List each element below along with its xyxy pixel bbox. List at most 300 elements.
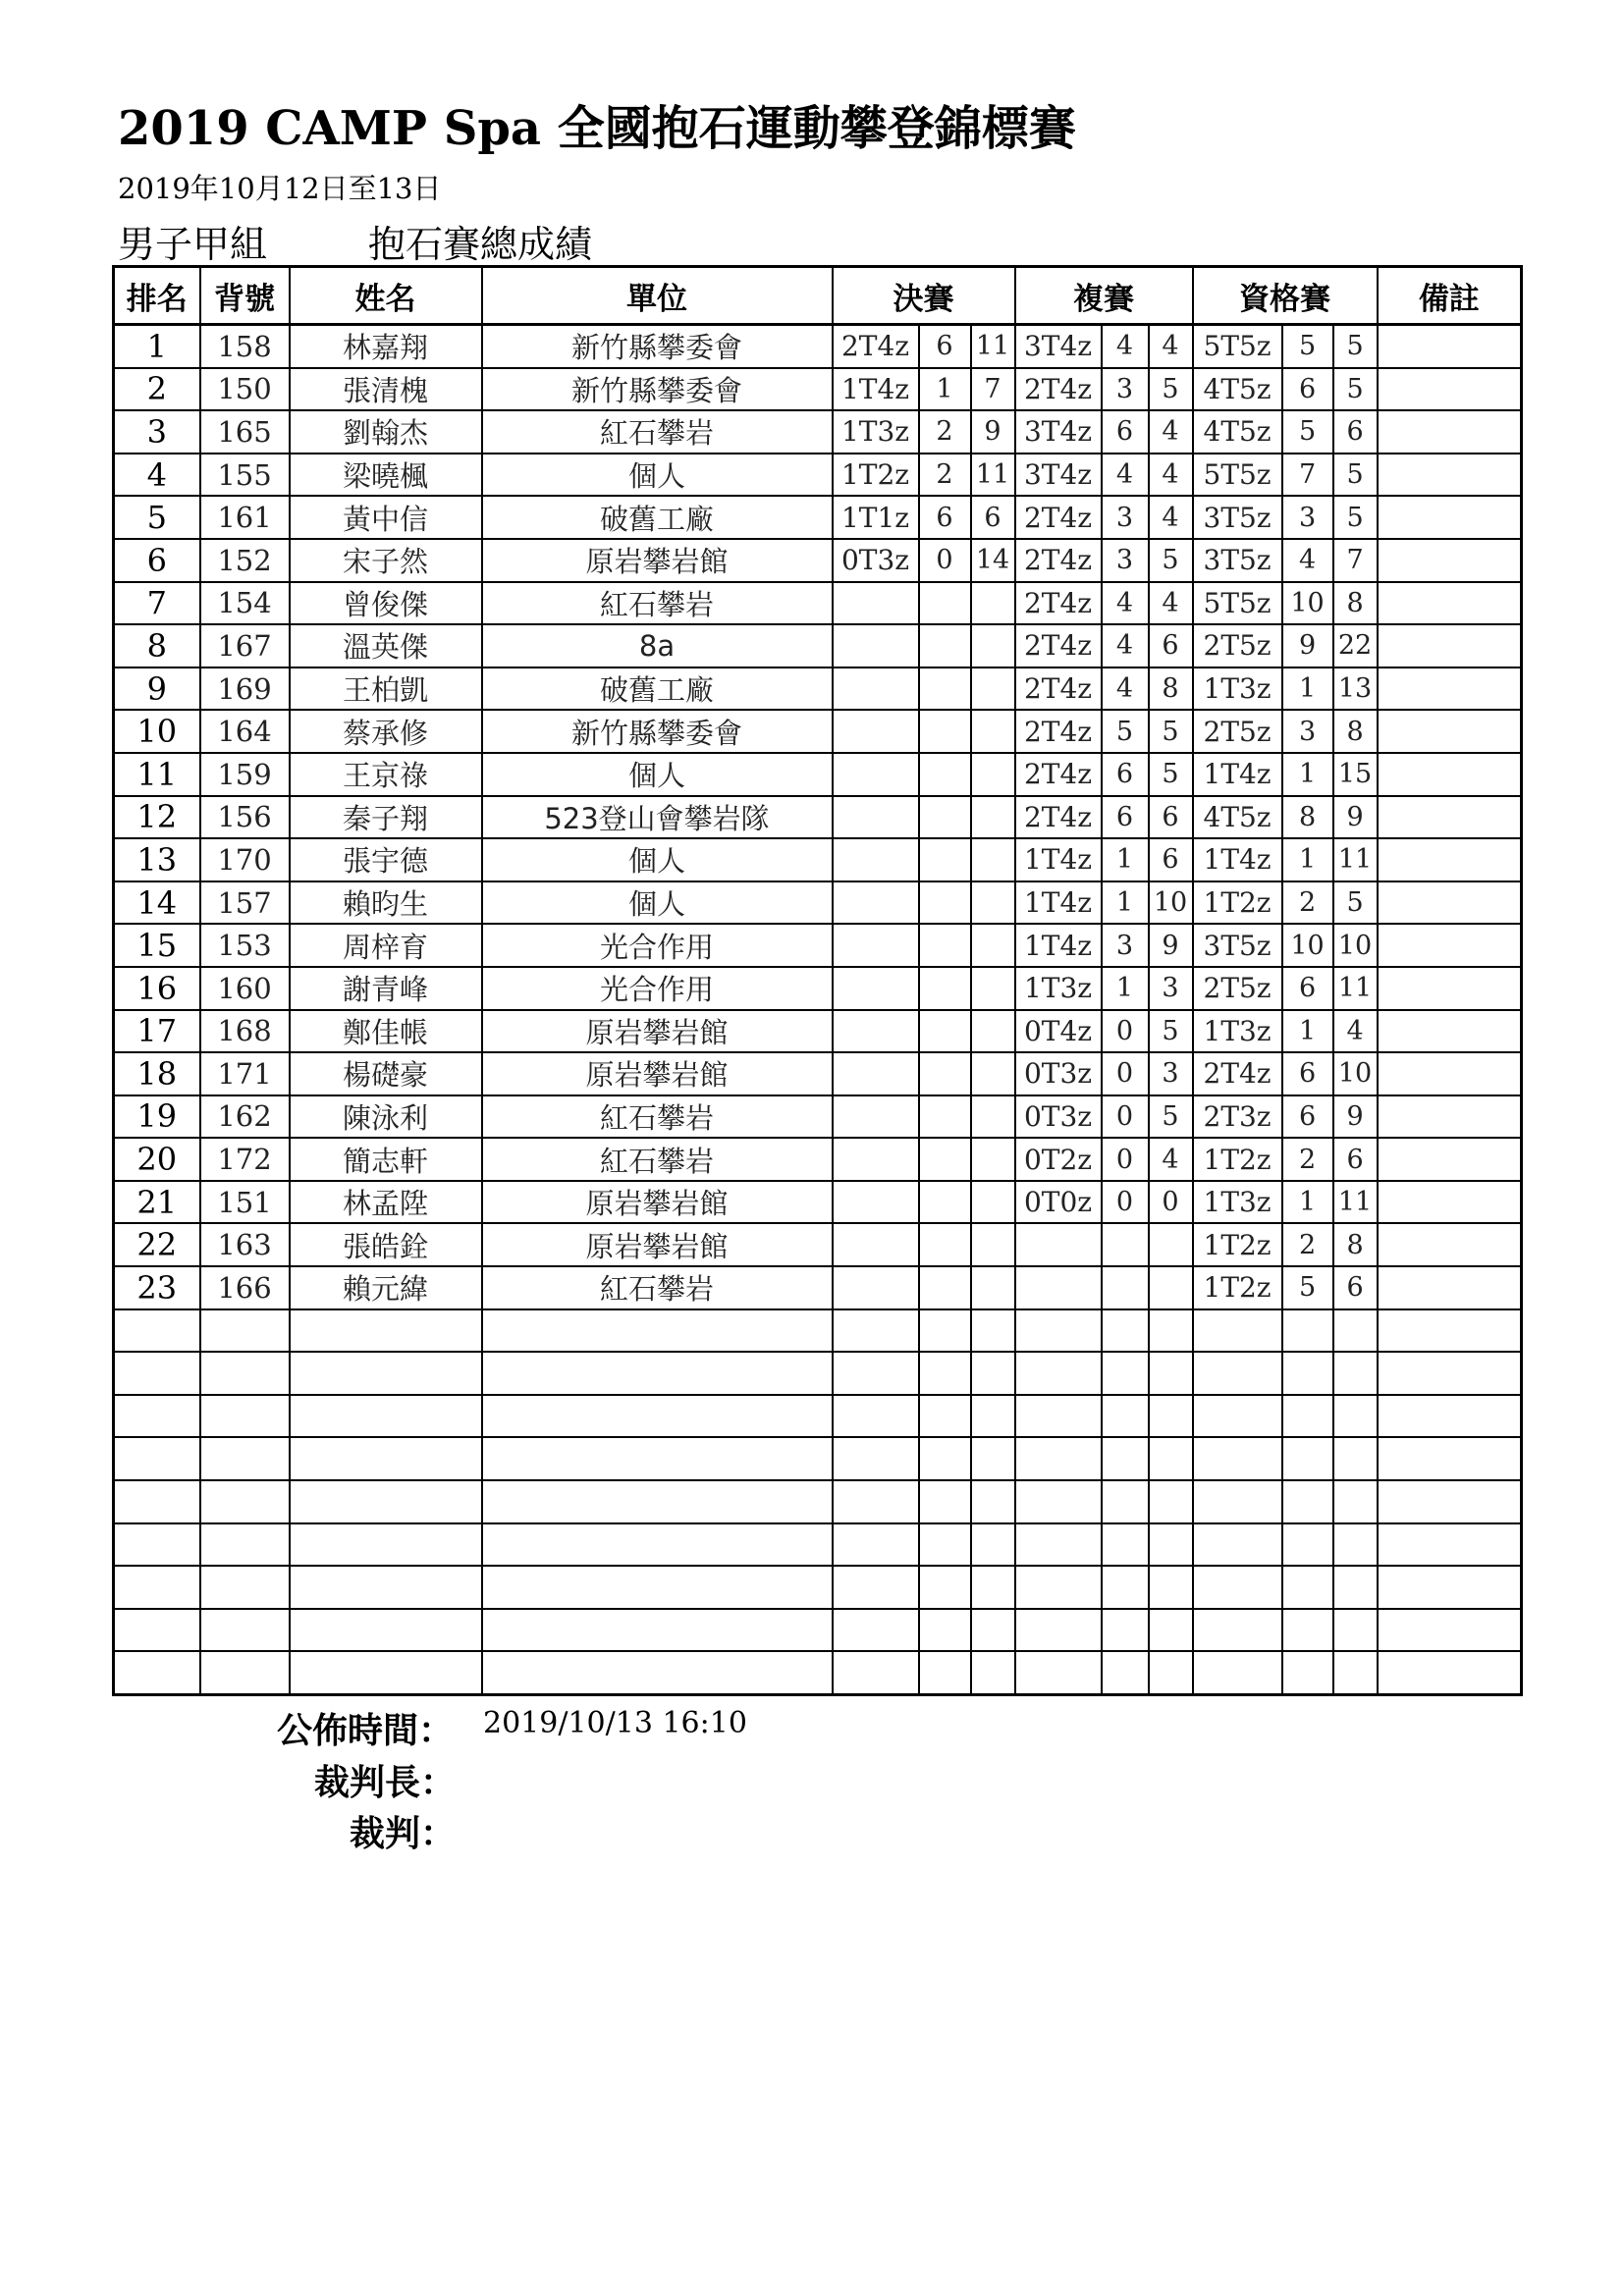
- unit-cell: 紅石攀岩: [482, 582, 833, 625]
- qual-top-attempts-cell: 2: [1282, 881, 1333, 925]
- empty-cell: [1193, 1437, 1282, 1480]
- empty-cell: [200, 1480, 290, 1523]
- semi-zone-attempts-cell: 6: [1149, 624, 1193, 667]
- rank-cell: 15: [114, 924, 200, 967]
- table-row: [114, 1052, 1522, 1095]
- qual-zone-attempts-cell: 11: [1333, 967, 1378, 1010]
- final-top-attempts-cell: [919, 1010, 971, 1053]
- final-top-attempts-cell: [919, 582, 971, 625]
- rank-cell: 2: [114, 368, 200, 411]
- empty-cell: [833, 1566, 919, 1609]
- empty-cell: [1333, 1395, 1378, 1438]
- qual-top-attempts-cell: 5: [1282, 325, 1333, 368]
- qual-result-cell: 3T5z: [1193, 539, 1282, 582]
- semi-zone-attempts-cell: 5: [1149, 710, 1193, 753]
- qual-zone-attempts-cell: 9: [1333, 796, 1378, 839]
- final-top-attempts-cell: [919, 667, 971, 711]
- unit-cell: 個人: [482, 881, 833, 925]
- qual-result-cell: 1T3z: [1193, 1010, 1282, 1053]
- empty-row: [114, 1395, 1522, 1438]
- semi-top-attempts-cell: 4: [1102, 582, 1149, 625]
- final-zone-attempts-cell: [971, 1010, 1015, 1053]
- bib-cell: 156: [200, 796, 290, 839]
- qual-zone-attempts-cell: 7: [1333, 539, 1378, 582]
- qual-top-attempts-cell: 3: [1282, 710, 1333, 753]
- empty-cell: [833, 1352, 919, 1395]
- name-cell: 張皓銓: [290, 1223, 482, 1266]
- empty-cell: [971, 1523, 1015, 1567]
- final-result-cell: [833, 1010, 919, 1053]
- empty-row: [114, 1566, 1522, 1609]
- empty-cell: [114, 1609, 200, 1652]
- qual-zone-attempts-cell: 13: [1333, 667, 1378, 711]
- qual-result-cell: 5T5z: [1193, 325, 1282, 368]
- empty-cell: [971, 1352, 1015, 1395]
- empty-cell: [290, 1352, 482, 1395]
- final-zone-attempts-cell: [971, 838, 1015, 881]
- final-zone-attempts-cell: [971, 796, 1015, 839]
- semi-result-cell: 1T4z: [1015, 838, 1102, 881]
- unit-cell: 8a: [482, 624, 833, 667]
- qual-result-cell: 2T3z: [1193, 1095, 1282, 1139]
- qual-result-cell: 2T4z: [1193, 1052, 1282, 1095]
- rank-cell: 4: [114, 454, 200, 497]
- empty-cell: [482, 1609, 833, 1652]
- table-row: [114, 1095, 1522, 1139]
- qual-zone-attempts-cell: 6: [1333, 1138, 1378, 1181]
- qual-zone-attempts-cell: 10: [1333, 1052, 1378, 1095]
- final-result-cell: 0T3z: [833, 539, 919, 582]
- note-cell: [1378, 924, 1522, 967]
- empty-cell: [1015, 1437, 1102, 1480]
- final-top-attempts-cell: [919, 924, 971, 967]
- empty-cell: [114, 1395, 200, 1438]
- empty-cell: [1149, 1651, 1193, 1694]
- table-row: [114, 1266, 1522, 1309]
- final-result-cell: [833, 838, 919, 881]
- empty-cell: [919, 1651, 971, 1694]
- empty-cell: [1193, 1395, 1282, 1438]
- semi-zone-attempts-cell: 9: [1149, 924, 1193, 967]
- note-cell: [1378, 1010, 1522, 1053]
- empty-cell: [833, 1437, 919, 1480]
- empty-cell: [1333, 1480, 1378, 1523]
- empty-cell: [482, 1352, 833, 1395]
- empty-cell: [1102, 1651, 1149, 1694]
- semi-result-cell: 2T4z: [1015, 624, 1102, 667]
- empty-cell: [1378, 1523, 1522, 1567]
- semi-zone-attempts-cell: 5: [1149, 368, 1193, 411]
- qual-result-cell: 4T5z: [1193, 368, 1282, 411]
- publish-time-label: 公佈時間：: [277, 1711, 455, 1751]
- qual-top-attempts-cell: 6: [1282, 1095, 1333, 1139]
- qual-result-cell: 2T5z: [1193, 624, 1282, 667]
- semi-top-attempts-cell: 4: [1102, 624, 1149, 667]
- empty-cell: [833, 1609, 919, 1652]
- qual-zone-attempts-cell: 9: [1333, 1095, 1378, 1139]
- semi-result-cell: 0T3z: [1015, 1052, 1102, 1095]
- empty-cell: [1102, 1352, 1149, 1395]
- empty-cell: [919, 1395, 971, 1438]
- unit-cell: 光合作用: [482, 924, 833, 967]
- empty-row: [114, 1523, 1522, 1567]
- final-zone-attempts-cell: [971, 624, 1015, 667]
- qual-zone-attempts-cell: 5: [1333, 454, 1378, 497]
- final-top-attempts-cell: 2: [919, 410, 971, 454]
- empty-cell: [1333, 1609, 1378, 1652]
- empty-cell: [1193, 1651, 1282, 1694]
- unit-cell: 破舊工廠: [482, 496, 833, 539]
- semi-zone-attempts-cell: 5: [1149, 1095, 1193, 1139]
- table-row: [114, 539, 1522, 582]
- rank-cell: 16: [114, 967, 200, 1010]
- final-top-attempts-cell: 6: [919, 325, 971, 368]
- empty-cell: [971, 1395, 1015, 1438]
- results-subtitle: 抱石賽總成績: [368, 223, 593, 266]
- table-row: [114, 454, 1522, 497]
- empty-cell: [1015, 1309, 1102, 1353]
- name-cell: 陳泳利: [290, 1095, 482, 1139]
- semi-result-cell: [1015, 1266, 1102, 1309]
- final-top-attempts-cell: [919, 1266, 971, 1309]
- bib-cell: 152: [200, 539, 290, 582]
- qual-top-attempts-cell: 5: [1282, 1266, 1333, 1309]
- empty-cell: [1378, 1309, 1522, 1353]
- final-result-cell: [833, 1138, 919, 1181]
- unit-cell: 個人: [482, 753, 833, 796]
- unit-cell: 原岩攀岩館: [482, 539, 833, 582]
- final-result-cell: [833, 967, 919, 1010]
- note-cell: [1378, 796, 1522, 839]
- unit-cell: 個人: [482, 838, 833, 881]
- empty-cell: [482, 1523, 833, 1567]
- qual-top-attempts-cell: 1: [1282, 753, 1333, 796]
- note-cell: [1378, 325, 1522, 368]
- empty-row: [114, 1352, 1522, 1395]
- bib-cell: 166: [200, 1266, 290, 1309]
- qual-top-attempts-cell: 3: [1282, 496, 1333, 539]
- empty-cell: [1378, 1566, 1522, 1609]
- final-result-cell: [833, 1266, 919, 1309]
- empty-cell: [1378, 1352, 1522, 1395]
- semi-top-attempts-cell: 4: [1102, 325, 1149, 368]
- empty-cell: [482, 1480, 833, 1523]
- semi-result-cell: 2T4z: [1015, 582, 1102, 625]
- qual-zone-attempts-cell: 15: [1333, 753, 1378, 796]
- semi-result-cell: 1T3z: [1015, 967, 1102, 1010]
- note-cell: [1378, 410, 1522, 454]
- final-zone-attempts-cell: [971, 1266, 1015, 1309]
- semi-zone-attempts-cell: 4: [1149, 454, 1193, 497]
- note-cell: [1378, 1266, 1522, 1309]
- unit-cell: 紅石攀岩: [482, 1266, 833, 1309]
- empty-cell: [1102, 1309, 1149, 1353]
- final-result-cell: [833, 710, 919, 753]
- qual-top-attempts-cell: 5: [1282, 410, 1333, 454]
- empty-cell: [1193, 1523, 1282, 1567]
- name-cell: 謝青峰: [290, 967, 482, 1010]
- bib-cell: 165: [200, 410, 290, 454]
- rank-cell: 18: [114, 1052, 200, 1095]
- rank-cell: 13: [114, 838, 200, 881]
- empty-cell: [1015, 1523, 1102, 1567]
- rank-cell: 11: [114, 753, 200, 796]
- empty-cell: [1193, 1480, 1282, 1523]
- document-title: 2019 CAMP Spa 全國抱石運動攀登錦標賽: [118, 101, 1076, 156]
- final-top-attempts-cell: [919, 1095, 971, 1139]
- empty-cell: [482, 1651, 833, 1694]
- table-row: [114, 1138, 1522, 1181]
- empty-cell: [1015, 1395, 1102, 1438]
- name-cell: 賴昀生: [290, 881, 482, 925]
- rank-cell: 9: [114, 667, 200, 711]
- empty-cell: [1102, 1395, 1149, 1438]
- semi-zone-attempts-cell: 6: [1149, 838, 1193, 881]
- bib-cell: 154: [200, 582, 290, 625]
- empty-cell: [833, 1309, 919, 1353]
- empty-cell: [114, 1523, 200, 1567]
- header-name: 姓名: [290, 267, 482, 325]
- header-final: 決賽: [833, 267, 1015, 325]
- qual-zone-attempts-cell: 4: [1333, 1010, 1378, 1053]
- empty-cell: [290, 1566, 482, 1609]
- rank-cell: 14: [114, 881, 200, 925]
- name-cell: 林嘉翔: [290, 325, 482, 368]
- bib-cell: 159: [200, 753, 290, 796]
- table-row: [114, 924, 1522, 967]
- final-result-cell: [833, 1223, 919, 1266]
- empty-cell: [114, 1437, 200, 1480]
- empty-cell: [1282, 1480, 1333, 1523]
- final-zone-attempts-cell: 14: [971, 539, 1015, 582]
- semi-top-attempts-cell: 1: [1102, 838, 1149, 881]
- qual-top-attempts-cell: 1: [1282, 838, 1333, 881]
- final-zone-attempts-cell: 7: [971, 368, 1015, 411]
- final-zone-attempts-cell: 9: [971, 410, 1015, 454]
- empty-cell: [919, 1437, 971, 1480]
- final-top-attempts-cell: [919, 1138, 971, 1181]
- semi-result-cell: 1T4z: [1015, 881, 1102, 925]
- bib-cell: 150: [200, 368, 290, 411]
- empty-cell: [290, 1609, 482, 1652]
- bib-cell: 163: [200, 1223, 290, 1266]
- unit-cell: 新竹縣攀委會: [482, 710, 833, 753]
- results-body: [114, 325, 1522, 1695]
- empty-cell: [1378, 1609, 1522, 1652]
- qual-top-attempts-cell: 2: [1282, 1138, 1333, 1181]
- semi-result-cell: 2T4z: [1015, 368, 1102, 411]
- final-result-cell: [833, 624, 919, 667]
- final-zone-attempts-cell: [971, 710, 1015, 753]
- empty-cell: [482, 1395, 833, 1438]
- semi-result-cell: 2T4z: [1015, 539, 1102, 582]
- name-cell: 劉翰杰: [290, 410, 482, 454]
- empty-cell: [1282, 1395, 1333, 1438]
- final-result-cell: [833, 924, 919, 967]
- semi-zone-attempts-cell: 4: [1149, 410, 1193, 454]
- empty-cell: [1333, 1651, 1378, 1694]
- empty-row: [114, 1437, 1522, 1480]
- final-result-cell: [833, 881, 919, 925]
- final-top-attempts-cell: [919, 967, 971, 1010]
- final-result-cell: 2T4z: [833, 325, 919, 368]
- semi-top-attempts-cell: [1102, 1223, 1149, 1266]
- semi-result-cell: [1015, 1223, 1102, 1266]
- semi-result-cell: 3T4z: [1015, 454, 1102, 497]
- unit-cell: 新竹縣攀委會: [482, 325, 833, 368]
- qual-zone-attempts-cell: 6: [1333, 410, 1378, 454]
- semi-zone-attempts-cell: 5: [1149, 539, 1193, 582]
- unit-cell: 原岩攀岩館: [482, 1181, 833, 1224]
- rank-cell: 22: [114, 1223, 200, 1266]
- empty-cell: [1282, 1352, 1333, 1395]
- results-table: [112, 265, 1523, 1696]
- rank-cell: 12: [114, 796, 200, 839]
- qual-top-attempts-cell: 1: [1282, 1181, 1333, 1224]
- rank-cell: 6: [114, 539, 200, 582]
- empty-cell: [200, 1352, 290, 1395]
- unit-cell: 破舊工廠: [482, 667, 833, 711]
- semi-top-attempts-cell: 6: [1102, 753, 1149, 796]
- name-cell: 賴元緯: [290, 1266, 482, 1309]
- empty-cell: [114, 1309, 200, 1353]
- semi-result-cell: 3T4z: [1015, 325, 1102, 368]
- note-cell: [1378, 967, 1522, 1010]
- final-top-attempts-cell: [919, 796, 971, 839]
- qual-zone-attempts-cell: 8: [1333, 582, 1378, 625]
- rank-cell: 5: [114, 496, 200, 539]
- rank-cell: 1: [114, 325, 200, 368]
- qual-top-attempts-cell: 2: [1282, 1223, 1333, 1266]
- empty-cell: [200, 1437, 290, 1480]
- empty-cell: [200, 1651, 290, 1694]
- empty-cell: [971, 1480, 1015, 1523]
- unit-cell: 光合作用: [482, 967, 833, 1010]
- final-top-attempts-cell: [919, 1223, 971, 1266]
- empty-cell: [1193, 1566, 1282, 1609]
- unit-cell: 523登山會攀岩隊: [482, 796, 833, 839]
- final-zone-attempts-cell: [971, 667, 1015, 711]
- empty-cell: [1015, 1352, 1102, 1395]
- qual-zone-attempts-cell: 8: [1333, 1223, 1378, 1266]
- table-row: [114, 1181, 1522, 1224]
- rank-cell: 20: [114, 1138, 200, 1181]
- event-date: 2019年10月12日至13日: [118, 172, 442, 205]
- semi-result-cell: 3T4z: [1015, 410, 1102, 454]
- note-cell: [1378, 1052, 1522, 1095]
- qual-result-cell: 1T2z: [1193, 1138, 1282, 1181]
- publish-time-value: 2019/10/13 16:10: [483, 1706, 747, 1740]
- table-row: [114, 1010, 1522, 1053]
- name-cell: 蔡承修: [290, 710, 482, 753]
- empty-cell: [1333, 1566, 1378, 1609]
- empty-cell: [1149, 1609, 1193, 1652]
- bib-cell: 158: [200, 325, 290, 368]
- semi-top-attempts-cell: 0: [1102, 1138, 1149, 1181]
- semi-top-attempts-cell: 0: [1102, 1010, 1149, 1053]
- semi-top-attempts-cell: 6: [1102, 410, 1149, 454]
- rank-cell: 19: [114, 1095, 200, 1139]
- final-result-cell: 1T4z: [833, 368, 919, 411]
- qual-top-attempts-cell: 7: [1282, 454, 1333, 497]
- qual-top-attempts-cell: 4: [1282, 539, 1333, 582]
- empty-cell: [1102, 1437, 1149, 1480]
- semi-result-cell: 2T4z: [1015, 496, 1102, 539]
- final-zone-attempts-cell: [971, 1181, 1015, 1224]
- note-cell: [1378, 539, 1522, 582]
- name-cell: 張清槐: [290, 368, 482, 411]
- empty-cell: [971, 1609, 1015, 1652]
- name-cell: 宋子然: [290, 539, 482, 582]
- final-zone-attempts-cell: [971, 924, 1015, 967]
- final-zone-attempts-cell: 6: [971, 496, 1015, 539]
- bib-cell: 170: [200, 838, 290, 881]
- semi-zone-attempts-cell: 10: [1149, 881, 1193, 925]
- final-result-cell: [833, 1052, 919, 1095]
- final-zone-attempts-cell: [971, 1223, 1015, 1266]
- empty-row: [114, 1651, 1522, 1694]
- empty-cell: [482, 1437, 833, 1480]
- final-result-cell: [833, 1181, 919, 1224]
- semi-top-attempts-cell: [1102, 1266, 1149, 1309]
- semi-top-attempts-cell: 5: [1102, 710, 1149, 753]
- semi-top-attempts-cell: 3: [1102, 496, 1149, 539]
- empty-cell: [919, 1352, 971, 1395]
- note-cell: [1378, 1138, 1522, 1181]
- empty-cell: [1333, 1523, 1378, 1567]
- qual-result-cell: 1T2z: [1193, 1223, 1282, 1266]
- unit-cell: 紅石攀岩: [482, 1138, 833, 1181]
- empty-cell: [1149, 1395, 1193, 1438]
- table-row: [114, 496, 1522, 539]
- table-row: [114, 838, 1522, 881]
- final-zone-attempts-cell: [971, 881, 1015, 925]
- empty-cell: [200, 1566, 290, 1609]
- empty-cell: [833, 1395, 919, 1438]
- empty-cell: [1149, 1309, 1193, 1353]
- empty-row: [114, 1309, 1522, 1353]
- note-cell: [1378, 667, 1522, 711]
- qual-top-attempts-cell: 9: [1282, 624, 1333, 667]
- qual-result-cell: 1T3z: [1193, 1181, 1282, 1224]
- semi-result-cell: 2T4z: [1015, 710, 1102, 753]
- empty-cell: [290, 1309, 482, 1353]
- semi-top-attempts-cell: 6: [1102, 796, 1149, 839]
- semi-result-cell: 1T4z: [1015, 924, 1102, 967]
- qual-zone-attempts-cell: 6: [1333, 1266, 1378, 1309]
- qual-zone-attempts-cell: 11: [1333, 1181, 1378, 1224]
- empty-cell: [1282, 1609, 1333, 1652]
- semi-top-attempts-cell: 3: [1102, 368, 1149, 411]
- semi-zone-attempts-cell: 3: [1149, 1052, 1193, 1095]
- qual-result-cell: 1T4z: [1193, 838, 1282, 881]
- qual-top-attempts-cell: 1: [1282, 667, 1333, 711]
- rank-cell: 23: [114, 1266, 200, 1309]
- name-cell: 王京祿: [290, 753, 482, 796]
- qual-zone-attempts-cell: 5: [1333, 496, 1378, 539]
- header-semi: 複賽: [1015, 267, 1193, 325]
- semi-top-attempts-cell: 0: [1102, 1181, 1149, 1224]
- table-row: [114, 881, 1522, 925]
- empty-cell: [200, 1395, 290, 1438]
- unit-cell: 紅石攀岩: [482, 410, 833, 454]
- empty-cell: [200, 1309, 290, 1353]
- empty-cell: [482, 1566, 833, 1609]
- note-cell: [1378, 368, 1522, 411]
- empty-cell: [1282, 1523, 1333, 1567]
- empty-cell: [290, 1480, 482, 1523]
- semi-zone-attempts-cell: [1149, 1223, 1193, 1266]
